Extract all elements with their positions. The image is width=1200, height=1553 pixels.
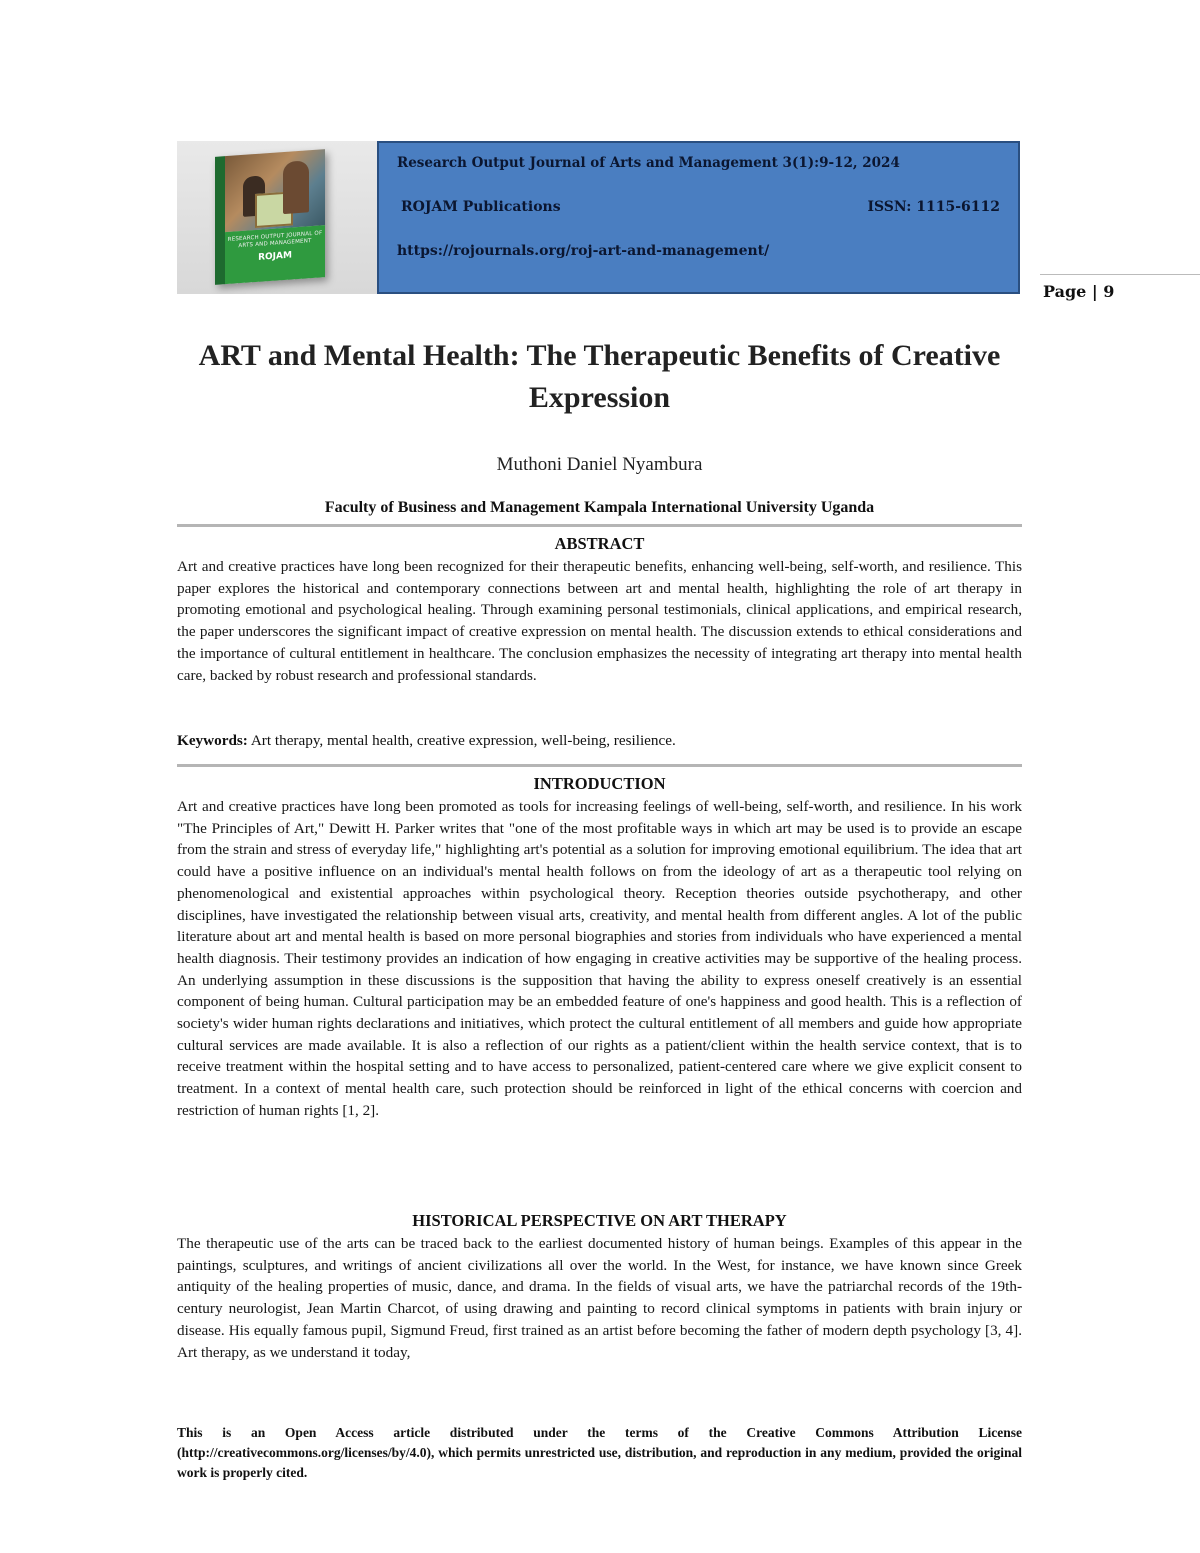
article-title: ART and Mental Health: The Therapeutic Benefits of Creative Expression [198,339,1001,414]
journal-cover-image [177,141,377,294]
book-spine [215,156,225,285]
book-mockup [215,149,325,285]
page-rule [1040,274,1200,275]
journal-banner [377,141,1020,294]
license-footer: This is an Open Access article distributed under the terms of the Creative Commons Attribution License (http://creativecommons.org/licenses/by/4.0), which permits unrestricted use, distribution, and reproduction in any medium, provided the original work is properly cited. [177,1425,1022,1480]
abstract-heading: ABSTRACT [554,534,645,553]
introduction-heading: INTRODUCTION [533,774,666,793]
journal-url[interactable]: https://rojournals.org/roj-art-and-management/ [397,243,770,259]
cover-brand: ROJAM [258,250,292,263]
publisher-name: ROJAM Publications [401,199,561,215]
divider [177,764,1022,767]
cover-title: RESEARCH OUTPUT JOURNAL OF ARTS AND MANAGEMENT [227,230,323,250]
introduction-text: Art and creative practices have long been promoted as tools for increasing feelings of well-being, self-worth, and resilience. In his work "The Principles of Art," Dewitt H. Parker writes that "one of the most profitable ways in which art may be used is to provide an escape from the strain and stress of everyday life," highlighting art's potential as a solution for improving emotional equilibrium. The idea that art could have a positive influence on an individual's mental health follows on from the ideology of art as a therapeutic tool relying on phenomenological and existential approaches within psychological theory. Reception theories outside psychotherapy, and other disciplines, have investigated the relationship between visual arts, creativity, and mental health from different angles. A lot of the public literature about art and mental health is based on more personal biographies and stories from individuals who have experienced a mental health diagnosis. Their testimony provides an indication of how engaging in creative activities may be supportive of the healing process. An underlying assumption in these discussions is the supposition that having the ability to express oneself creatively is an essential component of being human. Cultural participation may be an embedded feature of one's happiness and good health. This is a reflection of society's wider human rights declarations and initiatives, which protect the cultural entitlement of all members and guide how appropriate cultural services are made available. It is also a reflection of our rights as a patient/client within the health service context, that is to receive treatment within the hospital setting and to have access to personalized, patient-centered care where we give explicit consent to treatment. In a context of mental health care, such protection should be reinforced in light of the ethical concerns with coercion and restriction of human rights [1, 2]. [177,798,1022,1119]
historical-heading: HISTORICAL PERSPECTIVE ON ART THERAPY [412,1211,787,1230]
historical-text: The therapeutic use of the arts can be traced back to the earliest documented history of human beings. Examples of this appear in the paintings, sculptures, and writings of ancient civilizations all over the world. In the West, for instance, we have known since Greek antiquity of the healing properties of music, dance, and drama. In the fields of visual arts, we have the patriarchal records of the 19th-century neurologist, Jean Martin Charcot, of using drawing and painting to record clinical symptoms in patients with brain injury or disease. His equally famous pupil, Sigmund Freud, first trained as an artist before becoming the father of modern depth psychology [3, 4]. Art therapy, as we understand it today, [177,1235,1022,1361]
divider [177,524,1022,527]
keywords-list: Art therapy, mental health, creative expression, well-being, resilience. [247,732,676,749]
issn: ISSN: 1115-6112 [867,199,1000,215]
page-number: Page | 9 [1043,282,1115,301]
abstract-text: Art and creative practices have long been recognized for their therapeutic benefits, enhancing well-being, self-worth, and resilience. This paper explores the historical and contemporary connections between art and mental health, highlighting the role of art therapy in promoting emotional and psychological healing. Through examining personal testimonials, clinical applications, and empirical research, the paper underscores the significant impact of creative expression on mental health. The discussion extends to ethical considerations and the importance of cultural entitlement in healthcare. The conclusion emphasizes the necessity of integrating art therapy into mental health care, backed by robust research and professional standards. [177,558,1022,684]
keywords-label: Keywords: [177,732,248,749]
cover-photo [225,149,325,232]
journal-citation: Research Output Journal of Arts and Management 3(1):9-12, 2024 [397,155,900,171]
keywords [177,730,1022,751]
author-affiliation: Faculty of Business and Management Kampala International University Uganda [324,499,875,516]
cover-label [225,225,325,284]
author-name: Muthoni Daniel Nyambura [496,454,703,475]
